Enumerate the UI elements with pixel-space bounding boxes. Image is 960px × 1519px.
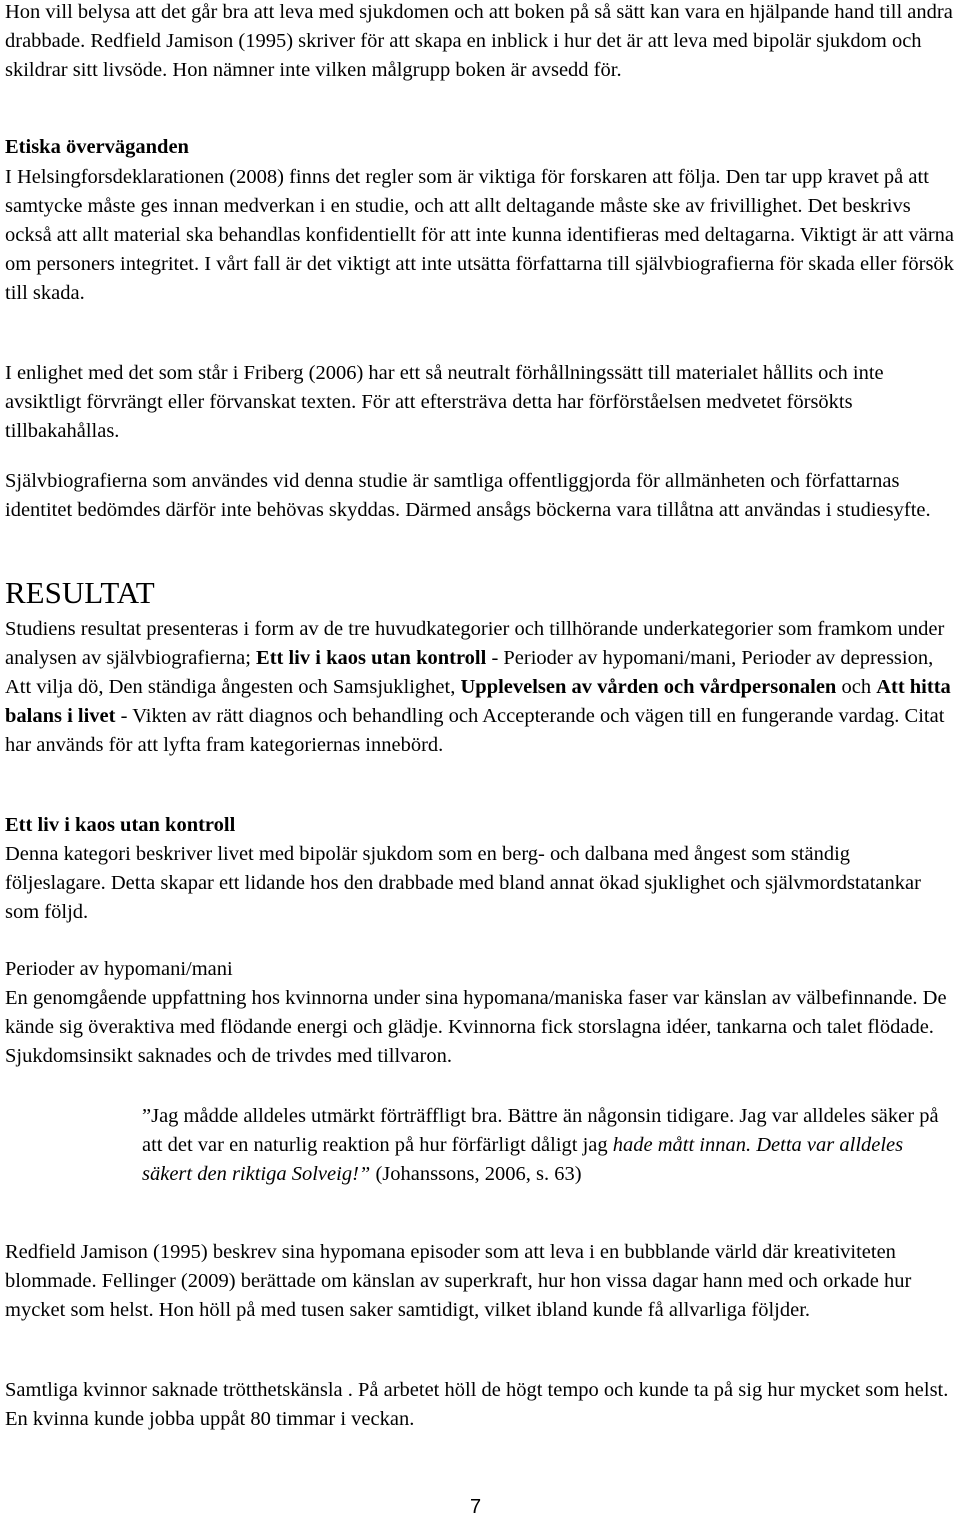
category-chaos-label: Ett liv i kaos utan kontroll [256,647,487,669]
hypomania-paragraph: En genomgående uppfattning hos kvinnorna under sina hypomana/maniska faser var känslan av välbefinnande. De kände sig överaktiva med flödande energi och glädje. Kvinnorna fick storslagna idéer, tankarna och talet flödade. Sjukdomsinsikt saknades och de trivdes med tillvaron. [5,987,947,1067]
ethics-heading: Etiska överväganden [5,136,189,158]
result-intro-c: och [836,676,877,698]
page-number: 7 [470,1496,482,1518]
result-intro-d: - Vikten av rätt diagnos och behandling och Accepterande och vägen till en fungerande vardag. Citat har används för att lyfta fram kategoriernas innebörd. [5,705,945,756]
category-care-label: Upplevelsen av vården och vårdpersonalen [460,676,837,698]
hypomania-paragraph-3: Samtliga kvinnor saknade trötthetskänsla . På arbetet höll de högt tempo och kunde ta på sig hur mycket som helst. En kvinna kunde jobba uppåt 80 timmar i veckan. [5,1379,949,1430]
quote-text-italic: hade mått innan. Detta var alldeles säkert den riktiga Solveig!” [142,1134,904,1185]
hypomania-quote [142,1102,952,1189]
intro-paragraph: Hon vill belysa att det går bra att leva med sjukdomen och att boken på så sätt kan vara en hjälpande hand till andra drabbade. Redfield Jamison (1995) skriver för att skapa en inblick i hur det är att leva med bipolär sjukdom och skildrar sitt livsöde. Hon nämner inte vilken målgrupp boken är avsedd för. [5,1,953,81]
result-intro-paragraph [5,615,955,760]
ethics-paragraph-2: I enlighet med det som står i Friberg (2006) har ett så neutralt förhållningssätt till materialet hållits och inte avsiktligt förvrängt eller förvanskat texten. För att eftersträva detta har förförståelsen medvetet försökts tillbakahållas. [5,362,884,442]
ethics-paragraph-1: I Helsingforsdeklarationen (2008) finns det regler som är viktiga för forskaren att följa. Den tar upp kravet på att samtycke måste ges innan medverkan i en studie, och att allt deltagande måste ske av frivillighet. Det beskrivs också att allt material ska behandlas konfidentiellt för att inte kunna identifieras med deltagarna. Viktigt är att värna om personers integritet. I vårt fall är det viktigt att inte utsätta författarna till självbiografierna för skada eller försök till skada. [5,166,955,304]
quote-citation: (Johanssons, 2006, s. 63) [370,1163,582,1185]
category-balance-label: Att hitta balans i livet [5,676,951,727]
chaos-paragraph: Denna kategori beskriver livet med bipolär sjukdom som en berg- och dalbana med ångest som ständig följeslagare. Detta skapar ett lidande hos den drabbade med bland annat ökad sjuklighet och självmordstatankar som följd. [5,843,921,923]
ethics-paragraph-3: Självbiografierna som användes vid denna studie är samtliga offentliggjorda för allmänheten och författarnas identitet bedömdes därför inte behövas skyddas. Därmed ansågs böckerna vara tillåtna att användas i studiesyfte. [5,470,931,521]
hypomania-paragraph-2: Redfield Jamison (1995) beskrev sina hypomana episoder som att leva i en bubblande värld där kreativiteten blommade. Fellinger (2009) berättade om känslan av superkraft, hur hon vissa dagar hann med och orkade hur mycket som helst. Hon höll på med tusen saker samtidigt, vilket ibland kunde få allvarliga följder. [5,1241,912,1321]
chaos-heading: Ett liv i kaos utan kontroll [5,814,236,836]
quote-text: ”Jag mådde alldeles utmärkt förträffligt bra. Bättre än någonsin tidigare. Jag var alldeles säker på att det var en naturlig reaktion på hur förfärligt dåligt jag [142,1105,939,1156]
hypomania-heading: Perioder av hypomani/mani [5,958,233,980]
result-intro-b: - Perioder av hypomani/mani, Perioder av depression, Att vilja dö, Den ständiga ångesten och Samsjuklighet, [5,647,934,698]
result-heading: RESULTAT [5,575,155,610]
result-intro-a: Studiens resultat presenteras i form av de tre huvudkategorier och tillhörande underkategorier som framkom under analysen av självbiografierna; [5,618,945,669]
